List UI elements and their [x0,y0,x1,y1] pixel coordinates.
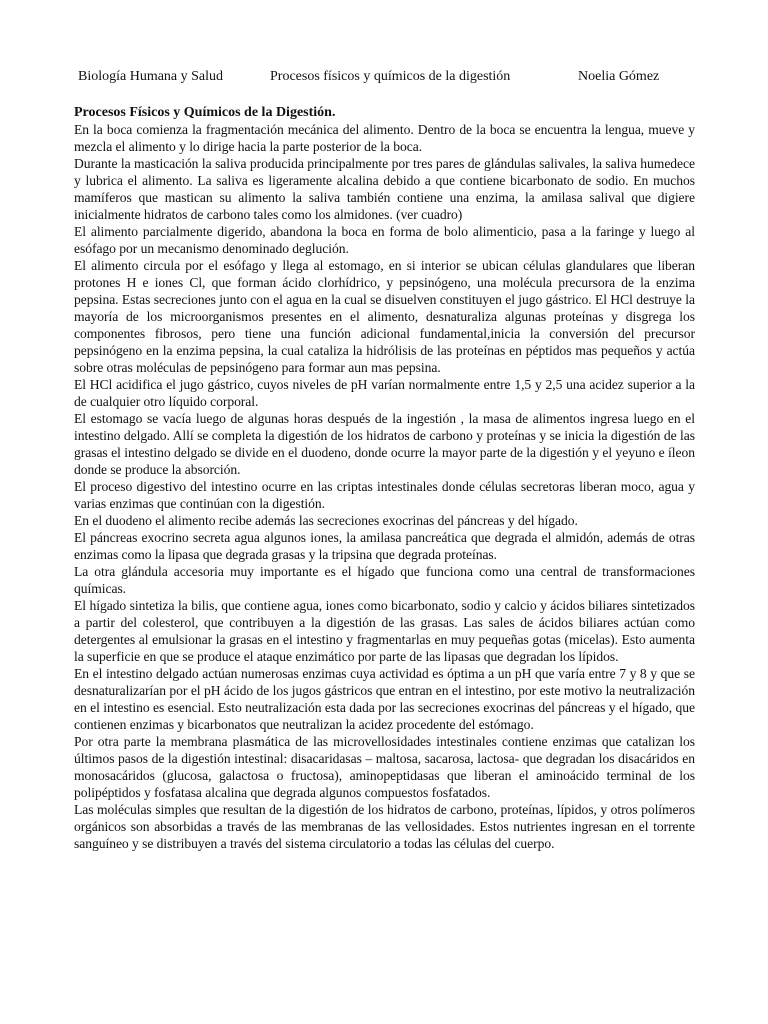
header-topic: Procesos físicos y químicos de la digestión [270,69,511,84]
paragraph: El estomago se vacía luego de algunas horas después de la ingestión , la masa de alimentos ingresa luego en el intestino delgado. Allí se completa la digestión de los hidratos de carbono y proteínas y se inicia la digestión de las grasas el intestino delgado se divide en el duodeno, donde ocurre la mayor parte de la digestión y el yeyuno e íleon donde se produce la absorción. [74,411,695,477]
paragraph: En la boca comienza la fragmentación mecánica del alimento. Dentro de la boca se encuentra la lengua, mueve y mezcla el alimento y lo dirige hacia la parte posterior de la boca. [74,122,695,154]
paragraph: La otra glándula accesoria muy importante es el hígado que funciona como una central de transformaciones químicas. [74,564,695,596]
paragraph: Las moléculas simples que resultan de la digestión de los hidratos de carbono, proteínas, lípidos, y otros polímeros orgánicos son absorbidas a través de las membranas de las vellosidades. Estos nutrientes ingresan en el torrente sanguíneo y se distribuyen a través del sistema circulatorio a todas las células del cuerpo. [74,802,695,851]
paragraph: El hígado sintetiza la bilis, que contiene agua, iones como bicarbonato, sodio y calcio y ácidos biliares sintetizados a partir del colesterol, que contribuyen a la digestión de las grasas. Las sales de ácidos biliares actúan como detergentes al emulsionar la grasas en el intestino y fragmentarlas en muy pequeñas gotas (micelas). Esto aumenta la superficie en que se produce el ataque enzimático por parte de las lipasas que degradan los lípidos. [74,598,695,664]
paragraph: Durante la masticación la saliva producida principalmente por tres pares de glándulas salivales, la saliva humedece y lubrica el alimento. La saliva es ligeramente alcalina debido a que contiene bicarbonato de sodio. En muchos mamíferos que mastican su alimento la saliva también contiene una enzima, la amilasa salival que digiere inicialmente hidratos de carbono tales como los almidones. (ver cuadro) [74,156,695,222]
paragraph: El proceso digestivo del intestino ocurre en las criptas intestinales donde células secretoras liberan moco, agua y varias enzimas que continúan con la digestión. [74,479,695,511]
header-course: Biología Humana y Salud [78,69,224,84]
paragraph: El alimento parcialmente digerido, abandona la boca en forma de bolo alimenticio, pasa a la faringe y luego al esófago por un mecanismo denominado deglución. [74,224,695,256]
header-author: Noelia Gómez [578,69,660,84]
paragraph: El alimento circula por el esófago y llega al estomago, en si interior se ubican células glandulares que liberan protones H e iones Cl, que forman ácido clorhídrico, y pepsinógeno, una molécula precursora de la enzima pepsina. Estas secreciones junto con el agua en la cual se disuelven constituyen el jugo gástrico. El HCl destruye la mayoría de los microorganismos presentes en el alimento, desnaturaliza algunas proteínas y disgrega los componentes fibrosos, pero tiene una función adicional fundamental,inicia la conversión del precursor pepsinógeno en la enzima pepsina, la cual cataliza la hidrólisis de las proteínas en péptidos mas pequeños y actúa sobre otras moléculas de pepsinógeno para formar aun mas pepsina. [74,258,695,375]
paragraph: En el intestino delgado actúan numerosas enzimas cuya actividad es óptima a un pH que varía entre 7 y 8 y que se desnaturalizarían por el pH ácido de los jugos gástricos que entran en el intestino, por este motivo la neutralización en el intestino es esencial. Esto neutralización esta dada por las secreciones exocrinas del páncreas y el hígado, que contienen enzimas y bicarbonatos que neutralizan la acidez procedente del estómago. [74,666,695,732]
paragraph: En el duodeno el alimento recibe además las secreciones exocrinas del páncreas y del hígado. [74,513,578,528]
paragraph: Por otra parte la membrana plasmática de las microvellosidades intestinales contiene enzimas que catalizan los últimos pasos de la digestión intestinal: disacaridasas – maltosa, sacarosa, lactosa- que degradan los disacáridos en monosacáridos (glucosa, galactosa o fructosa), aminopeptidasas que liberan el aminoácido terminal de los polipéptidos y fosfatasa alcalina que degrada algunos compuestos fosfatados. [74,734,695,800]
document-title: Procesos Físicos y Químicos de la Digestión. [74,105,336,120]
paragraph: El páncreas exocrino secreta agua algunos iones, la amilasa pancreática que degrada el almidón, además de otras enzimas como la lipasa que degrada grasas y la tripsina que degrada proteínas. [74,530,695,562]
document-body [74,104,695,852]
page-header [78,68,678,88]
paragraph: El HCl acidifica el jugo gástrico, cuyos niveles de pH varían normalmente entre 1,5 y 2,5 una acidez superior a la de cualquier otro líquido corporal. [74,377,695,409]
